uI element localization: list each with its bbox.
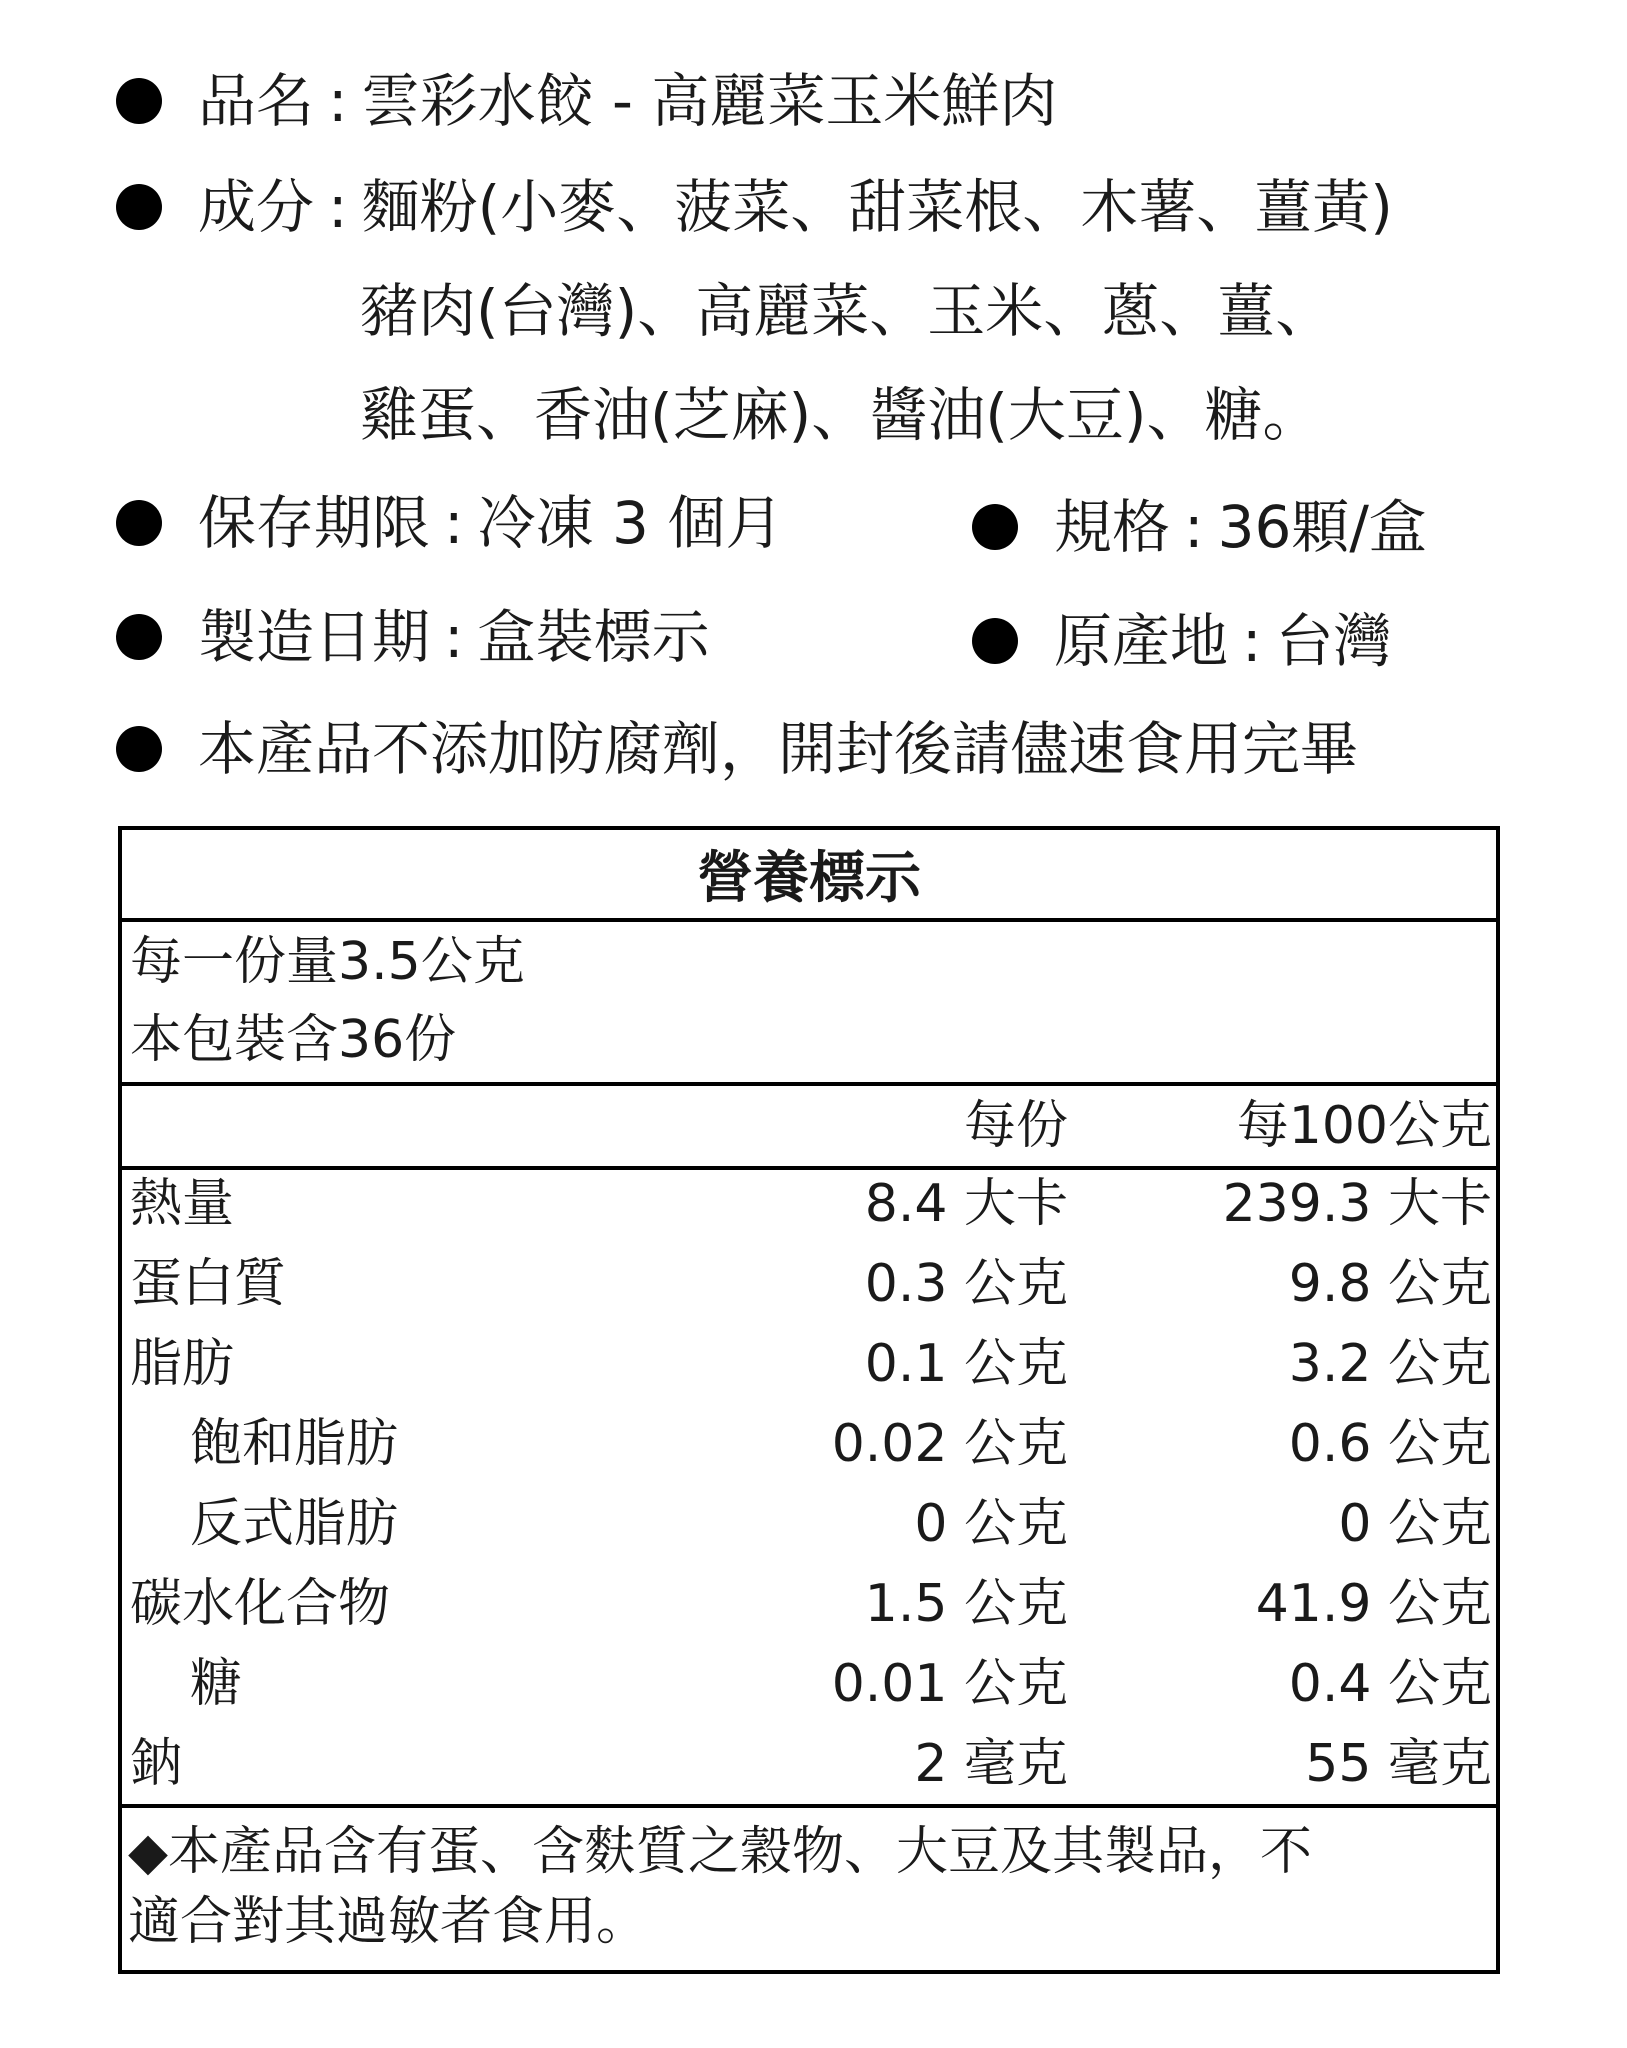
product-name-label: 品名 [198,67,315,135]
per-100g-value: 0.6 公克 [1288,1414,1492,1474]
colon: : [328,67,348,135]
bullet-icon [116,500,162,546]
colon: : [1242,607,1262,675]
per-100g-value: 0.4 公克 [1288,1654,1492,1714]
nutrition-title: 營養標示 [122,830,1496,922]
col-per-100g: 每100公克 [1236,1096,1492,1156]
nutrient-rows [122,1170,1496,1794]
nutrient-label: 飽和脂肪 [190,1414,399,1474]
manufacture-date-line [116,603,710,671]
notice-text: 本產品不添加防腐劑，開封後請儘速食用完畢 [198,715,1359,783]
ingredients-line-1: 麵粉(小麥、菠菜、甜菜根、木薯、薑黃) [361,173,1393,241]
colon: : [328,173,348,241]
origin-label: 原產地 [1054,607,1229,675]
nutrient-label: 碳水化合物 [130,1574,391,1634]
column-header-row [122,1086,1496,1170]
shelf-life-line [116,489,784,557]
per-serving-value: 0.02 公克 [831,1414,1068,1474]
nutrient-label: 鈉 [130,1734,183,1794]
per-100g-value: 9.8 公克 [1288,1254,1492,1314]
manufacture-date-value: 盒裝標示 [477,603,710,671]
bullet-icon [972,618,1018,664]
spec-line [972,493,1427,561]
nutrient-label: 蛋白質 [130,1254,287,1314]
ingredients-line-3: 雞蛋、香油(芝麻)、醬油(大豆)、糖。 [360,381,1321,449]
origin-line [972,607,1392,675]
per-serving-value: 0.3 公克 [864,1254,1068,1314]
table-row [122,1330,1496,1410]
shelf-life-value: 冷凍 3 個月 [477,489,784,557]
per-serving-value: 0.1 公克 [864,1334,1068,1394]
manufacture-date-label: 製造日期 [198,603,431,671]
allergen-line-1: ◆本產品含有蛋、含麩質之穀物、大豆及其製品，不 [128,1822,1312,1882]
bullet-icon [116,78,162,124]
serving-size: 每一份量3.5公克 [130,932,525,992]
per-serving-value: 2 毫克 [914,1734,1068,1794]
bullet-icon [116,614,162,660]
bullet-icon [116,184,162,230]
bullet-icon [116,726,162,772]
serving-info [122,922,1496,1086]
per-100g-value: 55 毫克 [1305,1734,1492,1794]
spec-value: 36顆/盒 [1217,493,1427,561]
per-100g-value: 41.9 公克 [1255,1574,1492,1634]
notice-line [116,715,1359,783]
table-row [122,1490,1496,1570]
table-row [122,1250,1496,1330]
servings-per-package: 本包裝含36份 [130,1010,457,1070]
table-row [122,1650,1496,1730]
table-row [122,1170,1496,1250]
product-name-line [116,67,1058,135]
per-serving-value: 0.01 公克 [831,1654,1068,1714]
nutrient-label: 反式脂肪 [190,1494,399,1554]
table-row [122,1410,1496,1490]
per-serving-value: 1.5 公克 [864,1574,1068,1634]
table-row [122,1570,1496,1650]
per-100g-value: 3.2 公克 [1288,1334,1492,1394]
table-row [122,1730,1496,1810]
colon: : [444,603,464,671]
nutrient-label: 糖 [190,1654,243,1714]
allergen-notice [122,1804,1496,1970]
product-name-value: 雲彩水餃 - 高麗菜玉米鮮肉 [361,67,1058,135]
colon: : [444,489,464,557]
nutrient-label: 熱量 [130,1174,235,1234]
nutrition-table [118,826,1500,1974]
ingredients-line-2: 豬肉(台灣)、高麗菜、玉米、蔥、薑、 [360,277,1334,345]
bullet-icon [972,504,1018,550]
allergen-line-2: 適合對其過敏者食用。 [128,1892,649,1952]
per-serving-value: 8.4 大卡 [864,1174,1068,1234]
col-per-serving: 每份 [963,1096,1068,1156]
per-100g-value: 0 公克 [1338,1494,1492,1554]
shelf-life-label: 保存期限 [198,489,431,557]
origin-value: 台灣 [1275,607,1392,675]
ingredients-line [116,173,1393,241]
nutrient-label: 脂肪 [130,1334,235,1394]
spec-label: 規格 [1054,493,1171,561]
per-100g-value: 239.3 大卡 [1222,1174,1492,1234]
colon: : [1184,493,1204,561]
ingredients-label: 成分 [198,173,315,241]
per-serving-value: 0 公克 [914,1494,1068,1554]
